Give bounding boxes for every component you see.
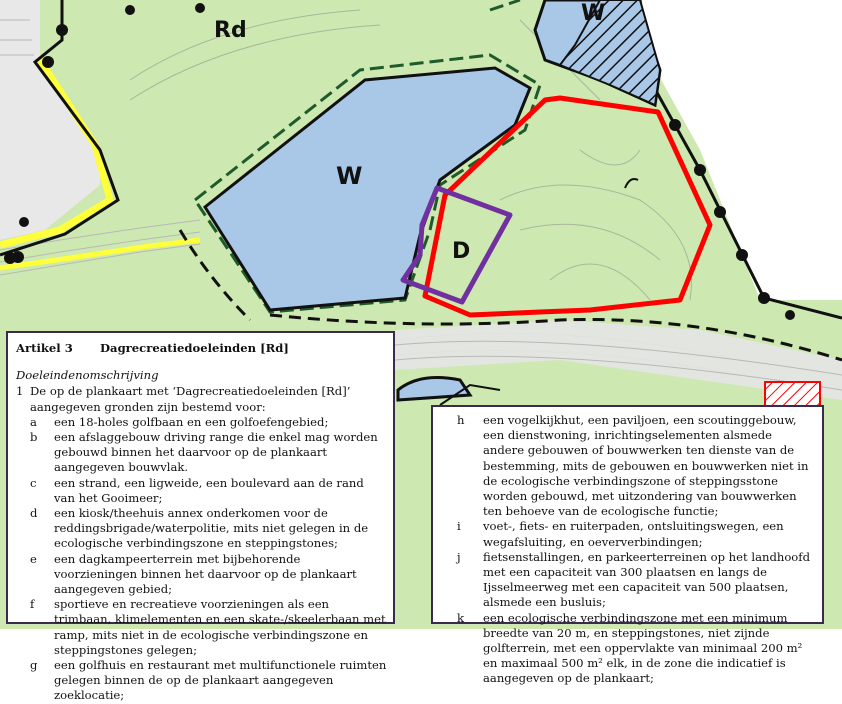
intro-text: De op de plankaart met ‘Dagrecreatiedoeleinden [Rd]’ aangegeven gronden zijn bestemd voor: [30,384,351,414]
list-item [16,552,387,598]
label-w-large: W [336,162,363,190]
item-text: een golfhuis en restaurant met multifunctionele ruimten gelegen binnen de op de plankaart aangegeven zoeklocatie; [54,658,387,703]
item-key: f [30,597,35,612]
list-item [16,658,387,704]
items-list-right [441,413,816,687]
item-key: g [30,658,38,673]
item-key: h [457,413,465,427]
label-rd: Rd [214,18,247,43]
list-item [441,519,816,549]
article-text-box-left [6,331,395,703]
list-item [441,550,816,611]
item-key: b [30,430,38,445]
item-key: e [30,551,37,566]
list-item [16,506,387,552]
item-key: c [30,475,37,490]
item-key: a [30,414,37,429]
article-number: Artikel 3 [16,341,73,355]
label-d: D [452,239,471,264]
item-text: een afslaggebouw driving range die enkel mag worden gebouwd binnen het daarvoor op de plankaart aangegeven bouwvlak. [54,430,378,475]
item-text: voet-, fiets- en ruiterpaden, ontsluitingswegen, een wegafsluiting, en oeververbindingen; [483,519,784,549]
intro-number: 1 [16,384,24,399]
list-item [16,430,387,476]
article-name: Dagrecreatiedoeleinden [Rd] [100,341,289,355]
item-text: een kiosk/theehuis annex onderkomen voor de reddingsbrigade/waterpolitie, mits niet gelegen in de ecologische verbindingszone en steppingstones; [54,506,369,551]
item-text: sportieve en recreatieve voorzieningen als een trimbaan, klimelementen en een skate-/skeelerbaan met ramp, mits niet in de ecologische verbindingszone en steppingstones gelegen; [54,597,386,657]
article-text-box-right [431,405,824,686]
list-item [16,476,387,506]
item-text: een vogelkijkhut, een paviljoen, een scoutinggebouw, een dienstwoning, inrichtingselementen alsmede andere gebouwen of bouwwerken ten dienste van de bestemming, mits de gebouwen en bouwwerken niet in de ecologische verbindingszone of steppingsstone worden gebouwd, met uitzondering van bouwwerken ten behoeve van de ecologische functie; [483,413,809,519]
list-item [16,597,387,658]
item-key: j [457,549,461,564]
item-text: een dagkampeerterrein met bijbehorende voorzieningen binnen het daarvoor op de plankaart aangegeven gebied; [54,551,357,597]
item-key: i [457,519,461,534]
item-text: een 18-holes golfbaan en een golfoefengebied; [54,414,329,429]
items-list-left [16,415,387,704]
item-text: fietsenstallingen, en parkeerterreinen op het landhoofd met een capaciteit van 300 plaatsen en langs de Ijsselmeerweg met een capaciteit van 500 plaatsen, alsmede een busluis; [483,549,811,610]
item-key: k [457,610,465,625]
item-text: een ecologische verbindingszone met een minimum breedte van 20 m, en steppingstones, niet zijnde golfterrein, met een oppervlakte van minimaal 200 m² en maximaal 500 m² elk, in de zone die indicatief is aangegeven op de plankaart; [483,610,803,686]
article-title [16,341,387,356]
list-item [441,611,816,687]
list-item [16,415,387,430]
subheading: Doeleindenomschrijving [16,368,159,383]
item-key: d [30,506,38,521]
label-w-top: W [581,1,606,26]
intro-paragraph [16,384,387,414]
list-item [441,413,816,519]
item-text: een strand, een ligweide, een boulevard aan de rand van het Gooimeer; [54,475,364,505]
